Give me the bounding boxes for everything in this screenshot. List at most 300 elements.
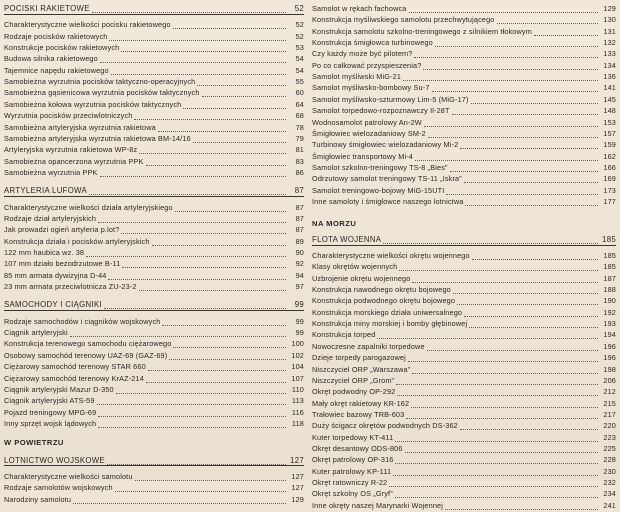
toc-entry [4,19,304,31]
section-rule [4,14,304,15]
entry-title: Samobieżna artyleryjska wyrzutnia rakietowa BM-14/16 [4,133,191,143]
toc-entry [312,60,616,72]
toc-entry [312,14,616,26]
toc-entry [4,270,304,282]
dot-leader [405,451,598,453]
entry-title: Samolot treningowo-bojowy MiG-15UTI [312,185,445,195]
toc-entry [4,213,304,225]
entry-title: 85 mm armata dywizyjna D-44 [4,270,107,280]
dot-leader [97,403,286,405]
toc-entry [312,162,616,174]
dot-leader [395,496,598,498]
entry-title: 107 mm działo bezodrzutowe B-11 [4,259,121,269]
toc-entry [312,151,616,163]
toc-entry [312,318,616,330]
entry-page: 133 [603,49,616,59]
dot-leader [452,113,598,115]
toc-entry [312,488,616,500]
entry-page: 99 [295,316,304,326]
toc-entry [4,316,304,328]
dot-leader [146,164,286,166]
dot-leader [534,34,598,36]
toc-entry [312,477,616,489]
entry-page: 185 [603,251,616,260]
dot-leader [383,242,598,244]
toc-entry [312,26,616,38]
entry-page: 159 [603,140,616,150]
entry-page: 234 [603,489,616,499]
entry-title: Konstrukcja śmigłowca turbinowego [312,38,433,48]
dot-leader [428,136,598,138]
entry-page: 68 [295,111,304,121]
dot-leader [121,50,286,52]
entry-title: Samobieżna gąsienicowa wyrzutnia pocisków taktycznych [4,88,200,98]
dot-leader [446,193,598,195]
toc-entry [312,295,616,307]
dot-leader [445,508,598,510]
dot-leader [139,289,286,291]
entry-title: Inne samoloty i śmigłowce naszego lotnictwa [312,196,464,206]
entry-page: 92 [295,259,304,269]
dot-leader [389,485,598,487]
entry-page: 241 [603,500,616,510]
entry-title: Rodzaje pocisków rakietowych [4,31,108,41]
entry-title: Okręt desantowy ODS-806 [312,443,403,453]
entry-title: Jak prowadzi ogień artyleria p.lot? [4,225,120,235]
dot-leader [148,369,286,371]
entry-title: Artyleryjska wyrzutnia rakietowa WP-8z [4,145,138,155]
entry-title: Okręt patrolowy OP-316 [312,455,394,465]
section-page: 127 [290,455,304,465]
entry-page: 162 [603,151,616,161]
entry-title: Samolot myśliwsko-bombowy Su-7 [312,83,430,93]
entry-page: 52 [295,20,304,30]
entry-title: Konstrukcja podwodnego okrętu bojowego [312,296,456,306]
entry-page: 89 [295,236,304,246]
entry-title: Budowa silnika rakietowego [4,54,98,64]
toc-entry [312,196,616,208]
entry-page: 127 [291,483,304,493]
section-rule [4,196,304,197]
entry-page: 220 [603,421,616,431]
dot-leader [146,381,286,383]
dot-leader [158,130,286,132]
dot-leader [98,426,286,428]
entry-page: 104 [291,362,304,372]
entry-title: Mały okręt rakietowy KR-162 [312,398,410,408]
dot-leader [92,11,286,13]
entry-page: 116 [291,407,304,417]
section-title: ARTYLERIA LUFOWA [4,186,87,196]
dot-leader [86,255,286,257]
entry-page: 153 [603,117,616,127]
toc-entry [4,202,304,214]
entry-page: 97 [295,282,304,292]
dot-leader [183,107,286,109]
entry-page: 215 [603,398,616,408]
entry-title: Konstrukcje pocisków rakietowych [4,43,120,53]
dot-leader [111,73,286,75]
entry-page: 136 [603,72,616,82]
entry-title: Turbinowy śmigłowiec wielozadaniowy Mi-2 [312,140,459,150]
dot-leader [397,394,598,396]
toc-entry [4,156,304,168]
dot-leader [70,335,286,337]
toc-entry [4,144,304,156]
entry-page: 166 [603,162,616,172]
entry-title: Nowoczesne zapalniki torpedowe [312,341,425,351]
entry-title: Wodnosamolot patrolowy An-2W [312,117,422,127]
toc-entry [4,53,304,65]
entry-page: 110 [291,384,304,394]
entry-title: Inne okręty naszej Marynarki Wojennej [312,500,443,510]
toc-entry [312,364,616,376]
entry-page: 188 [603,285,616,295]
entry-page: 145 [603,94,616,104]
toc-entry [4,42,304,54]
dot-leader [471,102,598,104]
dot-leader [104,307,286,309]
entry-title: Wyrzutnia pocisków przeciwlotniczych [4,111,133,121]
entry-title: Konstrukcja myśliwskiego samolotu przechwytującego [312,15,495,25]
dot-leader [414,56,598,58]
section-title: POCISKI RAKIETOWE [4,4,90,13]
dot-leader [107,463,286,465]
entry-title: 23 mm armata przeciwlotnicza ZU-23-2 [4,282,137,292]
entry-page: 217 [603,409,616,419]
toc-entry [4,407,304,419]
entry-page: 54 [295,54,304,64]
entry-title: Okręt podwodny OP-292 [312,387,396,397]
entry-page: 78 [295,122,304,132]
entry-title: Konstrukcja terenowego samochodu ciężarowego [4,339,172,349]
entry-page: 79 [295,133,304,143]
toc-entry [312,341,616,353]
dot-leader [403,79,598,81]
entry-page: 131 [603,26,616,36]
entry-title: Narodziny samolotu [4,494,72,504]
toc-entry [4,373,304,385]
entry-title: Ciągnik artyleryjski ATS-59 [4,396,95,406]
entry-title: Samobieżna artyleryjska wyrzutnia rakietowa [4,122,156,132]
toc-entry [312,466,616,478]
dot-leader [162,324,286,326]
dot-leader [457,303,598,305]
toc-entry [312,443,616,455]
entry-page: 94 [295,270,304,280]
entry-page: 206 [603,375,616,385]
toc-entry [312,454,616,466]
dot-leader [100,61,286,63]
toc-entry [4,361,304,373]
entry-page: 52 [295,31,304,41]
toc-entry [4,133,304,145]
toc-entry [4,338,304,350]
dot-leader [202,95,286,97]
entry-page: 113 [291,396,304,406]
entry-page: 187 [603,273,616,283]
entry-page: 223 [603,432,616,442]
entry-title: Osobowy samochód terenowy UAZ-69 (GAZ-69) [4,350,168,360]
entry-title: Kuter torpedowy KT-411 [312,432,394,442]
entry-page: 99 [295,328,304,338]
dot-leader [108,278,286,280]
toc-entry [4,76,304,88]
entry-title: Po co całkować przyspieszenia? [312,60,422,70]
toc-entry [4,482,304,494]
section-page: 52 [294,4,304,13]
entry-page: 230 [603,466,616,476]
toc-entry [312,261,616,273]
dot-leader [464,181,598,183]
entry-page: 194 [603,330,616,340]
toc-entry [4,110,304,122]
entry-title: Czy każdy może być pilotem? [312,49,413,59]
toc-entry [312,139,616,151]
entry-title: Samobieżna wyrzutnia pocisków taktyczno-operacyjnych [4,77,196,87]
toc-entry [312,173,616,185]
entry-page: 134 [603,60,616,70]
dot-leader [73,502,286,504]
entry-page: 102 [291,350,304,360]
entry-title: Dzieje torpedy parogazowej [312,353,406,363]
entry-page: 129 [291,494,304,504]
entry-title: Śmigłowiec wielozadaniowy SM-2 [312,128,426,138]
dot-leader [173,346,286,348]
entry-title: Okręt ratowniczy R-22 [312,478,388,487]
part-heading: NA MORZU [312,219,357,229]
dot-leader [173,27,286,29]
section-title: FLOTA WOJENNA [312,234,382,244]
entry-title: Konstrukcja torped [312,330,376,340]
dot-leader [395,462,598,464]
toc-entry [4,384,304,396]
toc-entry [312,250,616,262]
dot-leader [427,349,598,351]
dot-leader [169,358,286,360]
entry-page: 232 [603,478,616,487]
toc-entry [4,350,304,362]
toc-entry [4,247,304,259]
section-rule [4,310,304,311]
entry-page: 212 [603,387,616,397]
dot-leader [450,170,598,172]
entry-title: Konstrukcja miny morskiej i bomby głębinowej [312,319,468,329]
entry-title: Samobieżna wyrzutnia PPK [4,167,98,177]
toc-entry [312,307,616,319]
entry-title: Ciężarowy samochód terenowy KrAZ-214 [4,373,144,383]
dot-leader [411,406,598,408]
entry-title: Charakterystyczne wielkości działa artyleryjskiego [4,202,173,212]
entry-title: Śmigłowiec transportowy Mi-4 [312,151,414,161]
entry-title: Charakterystyczne wielkości pocisku rakietowego [4,20,171,30]
dot-leader [412,372,598,374]
dot-leader [460,147,598,149]
entry-title: Trałowiec bazowy TRB-603 [312,409,405,419]
entry-page: 198 [603,364,616,374]
entry-title: Ciągnik artyleryjski Mazur D-350 [4,384,114,394]
toc-entry [312,329,616,341]
entry-title: Samolot szkolno-treningowy TS-8 „Bies” [312,162,448,172]
dot-leader [89,193,286,195]
section-page: 99 [294,300,304,310]
dot-leader [115,490,286,492]
entry-page: 129 [603,4,616,13]
entry-page: 100 [291,339,304,349]
toc-entry [4,395,304,407]
entry-title: 122 mm haubica wz. 38 [4,248,85,257]
entry-title: Okręt szkolny OS „Gryf” [312,489,393,499]
dot-leader [406,417,598,419]
toc-entry [312,420,616,432]
entry-page: 130 [603,15,616,25]
entry-title: Konstrukcja morskiego działa uniwersalnego [312,307,463,317]
entry-page: 127 [291,471,304,481]
toc-entry [4,65,304,77]
entry-page: 53 [295,43,304,53]
entry-page: 87 [295,213,304,223]
entry-title: Samobieżna kołowa wyrzutnia pocisków taktycznych [4,99,182,109]
toc-entry [4,122,304,134]
entry-title: Charakterystyczne wielkości samolotu [4,471,133,481]
dot-leader [197,84,286,86]
dot-leader [408,360,598,362]
toc-entry [312,273,616,285]
entry-page: 118 [291,418,304,428]
entry-page: 86 [295,167,304,177]
entry-page: 141 [603,83,616,93]
entry-page: 177 [603,196,616,206]
dot-leader [109,39,286,41]
dot-leader [472,258,598,260]
dot-leader [497,22,599,24]
toc-entry [4,87,304,99]
dot-leader [122,266,286,268]
entry-page: 90 [295,248,304,257]
dot-leader [453,292,598,294]
dot-leader [393,474,598,476]
entry-page: 60 [295,88,304,98]
toc-entry [312,432,616,444]
section-rule [312,245,616,246]
toc-entry [4,327,304,339]
entry-title: Konstrukcja nawodnego okrętu bojowego [312,285,451,295]
dot-leader [412,281,598,283]
section-title: SAMOCHODY I CIĄGNIKI [4,300,102,310]
entry-title: Odrzutowy samolot treningowy TS-11 „Iskra” [312,174,462,184]
dot-leader [98,415,286,417]
dot-leader [424,125,598,127]
dot-leader [134,118,286,120]
entry-title: Klasy okrętów wojennych [312,262,398,272]
dot-leader [415,159,598,161]
dot-leader [465,204,598,206]
toc-entry [312,185,616,197]
toc-entry [4,224,304,236]
entry-title: Kuter patrolowy KP-111 [312,466,392,476]
toc-entry [312,105,616,117]
toc-entry [4,494,304,506]
dot-leader [152,244,286,246]
dot-leader [100,175,286,177]
entry-page: 83 [295,156,304,166]
toc-entry [312,398,616,410]
entry-title: Konstrukcja działa i pocisków artyleryjskich [4,236,150,246]
section-page: 87 [294,186,304,196]
entry-title: Konstrukcja samolotu szkolno-treningowego z silnikiem tłokowym [312,26,532,36]
dot-leader [432,90,598,92]
entry-page: 196 [603,341,616,351]
dot-leader [469,326,598,328]
dot-leader [121,232,286,234]
dot-leader [460,428,598,430]
entry-page: 192 [603,307,616,317]
entry-page: 190 [603,296,616,306]
part-heading: W POWIETRZU [4,438,64,448]
dot-leader [175,210,286,212]
entry-page: 64 [295,99,304,109]
toc-entry [312,71,616,83]
toc-entry [312,500,616,512]
dot-leader [435,45,598,47]
toc-entry [312,386,616,398]
dot-leader [395,440,598,442]
entry-page: 87 [295,225,304,235]
toc-entry [312,128,616,140]
entry-page: 107 [291,373,304,383]
toc-entry [312,117,616,129]
entry-title: Niszczyciel ORP „Warszawa” [312,364,411,374]
entry-page: 173 [603,185,616,195]
entry-page: 54 [295,65,304,75]
toc-entry [312,284,616,296]
toc-entry [4,258,304,270]
entry-title: Inny sprzęt wojsk lądowych [4,418,97,428]
entry-title: Samobieżna opancerzona wyrzutnia PPK [4,156,144,166]
entry-title: Pojazd treningowy MPG-69 [4,407,97,417]
entry-page: 196 [603,353,616,363]
toc-entry [4,31,304,43]
toc-entry [312,352,616,364]
dot-leader [423,68,598,70]
dot-leader [193,141,286,143]
entry-title: Charakterystyczne wielkości okrętu wojennego [312,251,470,260]
entry-page: 132 [603,38,616,48]
dot-leader [464,315,598,317]
entry-title: Rodzaje samolotów wojskowych [4,483,113,493]
toc-entry [312,37,616,49]
entry-page: 157 [603,128,616,138]
entry-title: Ciągnik artyleryjski [4,328,68,338]
entry-page: 148 [603,106,616,116]
entry-title: Niszczyciel ORP „Grom” [312,375,395,385]
entry-title: Rodzaje dział artyleryjskich [4,213,97,223]
dot-leader [396,383,598,385]
toc-entry [312,3,616,15]
dot-leader [399,269,598,271]
dot-leader [139,152,286,154]
toc-entry [4,99,304,111]
section-title: LOTNICTWO WOJSKOWE [4,455,105,465]
toc-entry [312,48,616,60]
entry-title: Duży ścigacz okrętów podwodnych DS-362 [312,421,458,431]
entry-title: Samolot myśliwsko-szturmowy Lim-5 (MiG-17) [312,94,469,104]
entry-page: 228 [603,455,616,465]
entry-title: Samolot w rękach fachowca [312,4,407,13]
toc-entry [4,167,304,179]
entry-page: 169 [603,174,616,184]
section-rule [4,465,304,466]
